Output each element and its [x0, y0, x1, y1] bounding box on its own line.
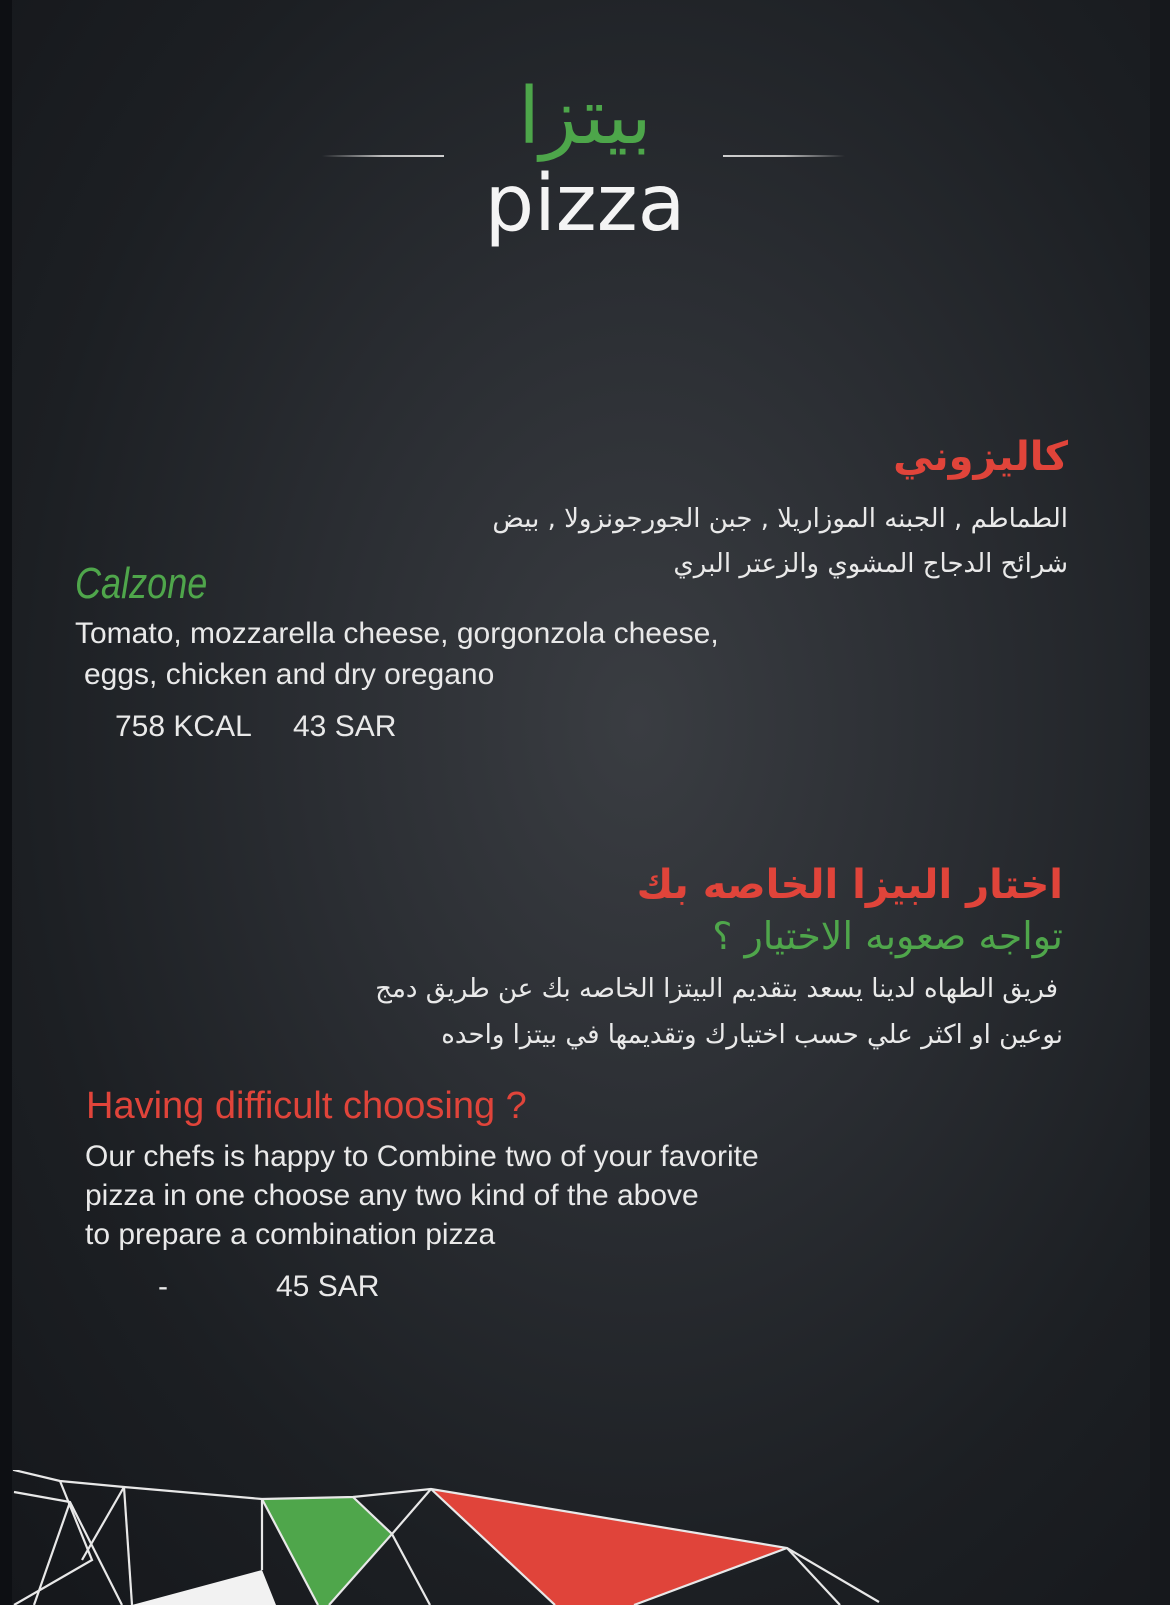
calzone-price: 43 SAR [293, 710, 397, 743]
calzone-desc-2: eggs, chicken and dry oregano [84, 658, 495, 691]
custom-price: 45 SAR [276, 1270, 380, 1303]
custom-heading-arabic: اختار البيزا الخاصه بك [636, 862, 1063, 908]
custom-calories: - [158, 1270, 168, 1303]
custom-subheading-arabic: تواجه صعوبه الاختيار ؟ [712, 914, 1063, 958]
custom-desc-arabic-1: فريق الطهاه لدينا يسعد بتقديم البيتزا الخاصه بك عن طريق دمج [375, 974, 1058, 1004]
custom-desc-2: pizza in one choose any two kind of the above [85, 1179, 699, 1212]
custom-desc-1: Our chefs is happy to Combine two of your favorite [85, 1140, 759, 1173]
calzone-name: Calzone [75, 559, 208, 608]
calzone-name-arabic: كاليزوني [893, 434, 1068, 480]
custom-heading: Having difficult choosing ? [86, 1085, 527, 1127]
calzone-desc-1: Tomato, mozzarella cheese, gorgonzola cheese, [75, 617, 719, 650]
calzone-desc-arabic-1: الطماطم , الجبنه الموزاريلا , جبن الجورجونزولا , بيض [492, 504, 1068, 534]
calzone-desc-arabic-2: شرائح الدجاج المشوي والزعتر البري [673, 549, 1068, 579]
red-triangle [431, 1489, 787, 1605]
green-triangle [262, 1497, 392, 1605]
page-title-arabic: بيتزا [518, 72, 652, 162]
custom-desc-3: to prepare a combination pizza [85, 1218, 496, 1251]
geometric-decoration [0, 1470, 1170, 1605]
outline-lines [14, 1470, 879, 1605]
white-triangle [132, 1570, 276, 1605]
page-title: pizza [484, 159, 686, 249]
custom-desc-arabic-2: نوعين او اكثر علي حسب اختيارك وتقديمها في بيتزا واحده [441, 1020, 1063, 1050]
calzone-calories: 758 KCAL [115, 710, 252, 743]
